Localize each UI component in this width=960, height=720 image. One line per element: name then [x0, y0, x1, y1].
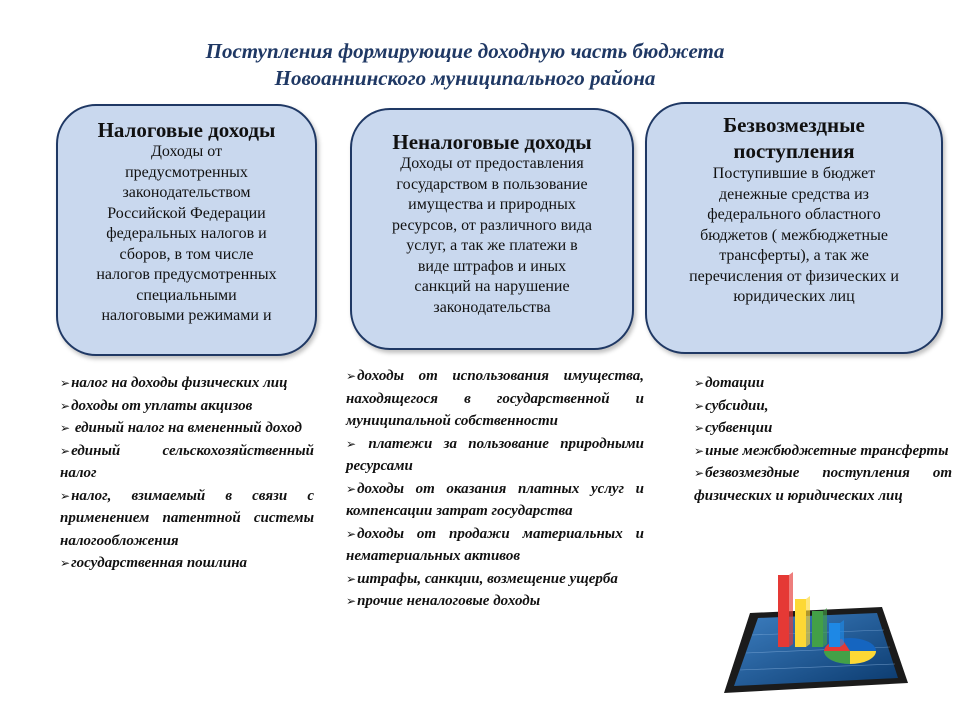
card-title: Безвозмездные поступления — [723, 113, 865, 163]
chart-bar — [795, 599, 806, 647]
tablet-with-charts-icon — [712, 555, 910, 705]
tablet-illustration — [712, 555, 910, 705]
list-item — [694, 395, 952, 418]
arrow-bullet-icon: ➢ — [694, 421, 705, 435]
chart-bar-side — [823, 608, 827, 647]
list-item-text: налог, взимаемый в связи с применением патентной системы налогообложения — [60, 487, 314, 549]
arrow-bullet-icon: ➢ — [694, 376, 705, 390]
list-item-text: субвенции — [705, 420, 773, 436]
chart-bar — [778, 575, 789, 647]
arrow-bullet-icon: ➢ — [694, 443, 705, 458]
list-item-text: платежи за пользование природными ресурсами — [346, 435, 644, 474]
list-item — [346, 365, 644, 433]
chart-bar — [812, 611, 823, 647]
list-item-text: единый сельскохозяйственный налог — [60, 442, 314, 481]
tax-income-list — [60, 372, 314, 575]
list-item — [60, 440, 314, 485]
list-item-text: государственная пошлина — [71, 555, 248, 571]
card-description: Доходы от предоставления государством в пользование имущества и природных ресурсов, от различного вида услуг, а так же платежи в виде штрафов и иных санкций на нарушение законодательства — [392, 155, 592, 316]
chart-bar-side — [789, 572, 793, 647]
list-item-text: прочие неналоговые доходы — [357, 593, 541, 609]
card-gratuitous-receipts — [645, 102, 943, 354]
arrow-bullet-icon: ➢ — [346, 369, 357, 383]
list-item-text: доходы от использования имущества, находящегося в государственной и муниципальной собственности — [346, 368, 644, 429]
arrow-bullet-icon: ➢ — [60, 443, 71, 458]
page-title — [0, 38, 930, 92]
list-item — [60, 485, 314, 553]
card-title: Неналоговые доходы — [392, 130, 592, 154]
chart-bar-side — [806, 596, 810, 647]
card-title: Налоговые доходы — [97, 118, 276, 142]
list-item-text: доходы от продажи материальных и нематериальных активов — [346, 525, 644, 564]
chart-bar-side — [840, 620, 844, 647]
list-item — [60, 552, 314, 575]
list-item-text: безвозмездные поступления от физических и юридических лиц — [694, 465, 952, 504]
arrow-bullet-icon: ➢ — [694, 466, 705, 480]
arrow-bullet-icon: ➢ — [346, 594, 357, 608]
list-item-text: доходы от оказания платных услуг и компенсации затрат государства — [346, 480, 644, 519]
arrow-bullet-icon: ➢ — [346, 526, 357, 541]
list-item — [60, 372, 314, 395]
list-item-text: штрафы, санкции, возмещение ущерба — [357, 570, 618, 587]
list-item — [346, 590, 644, 613]
chart-bar — [829, 623, 840, 647]
card-tax-income — [56, 104, 317, 356]
gratuitous-receipts-list — [694, 372, 952, 507]
arrow-bullet-icon: ➢ — [346, 571, 357, 586]
list-item-text: единый налог на вмененный доход — [71, 420, 302, 436]
list-item-text: субсидии, — [705, 397, 769, 414]
list-item — [346, 433, 644, 478]
page-title-line-1: Поступления формирующие доходную часть бюджета — [205, 39, 725, 63]
card-description: Поступившие в бюджет денежные средства из федерального областного бюджетов ( межбюджетные трансферты), а так же перечисления от физических и юридических лиц — [689, 165, 899, 305]
non-tax-income-list — [346, 365, 644, 613]
arrow-bullet-icon: ➢ — [60, 488, 71, 503]
arrow-bullet-icon: ➢ — [60, 398, 71, 413]
list-item-text: доходы от уплаты акцизов — [71, 397, 253, 414]
arrow-bullet-icon: ➢ — [346, 436, 357, 451]
list-item-text: налог на доходы физических лиц — [71, 375, 288, 391]
card-description: Доходы от предусмотренных законодательством Российской Федерации федеральных налогов и сборов, в том числе налогов предусмотренных специальными налоговыми режимами и — [96, 143, 277, 324]
list-item-text: дотации — [705, 375, 765, 391]
list-item — [60, 417, 314, 440]
list-item-text: иные межбюджетные трансферты — [705, 442, 949, 459]
list-item — [346, 568, 644, 591]
card-non-tax-income — [350, 108, 634, 350]
list-item — [346, 523, 644, 568]
arrow-bullet-icon: ➢ — [346, 481, 357, 496]
list-item — [694, 462, 952, 507]
arrow-bullet-icon: ➢ — [694, 398, 705, 413]
list-item — [694, 440, 952, 463]
page-title-line-2: Новоаннинского муниципального района — [274, 66, 656, 90]
list-item — [694, 417, 952, 440]
arrow-bullet-icon: ➢ — [60, 421, 71, 435]
list-item — [60, 395, 314, 418]
list-item — [694, 372, 952, 395]
arrow-bullet-icon: ➢ — [60, 556, 71, 570]
arrow-bullet-icon: ➢ — [60, 376, 71, 390]
list-item — [346, 478, 644, 523]
